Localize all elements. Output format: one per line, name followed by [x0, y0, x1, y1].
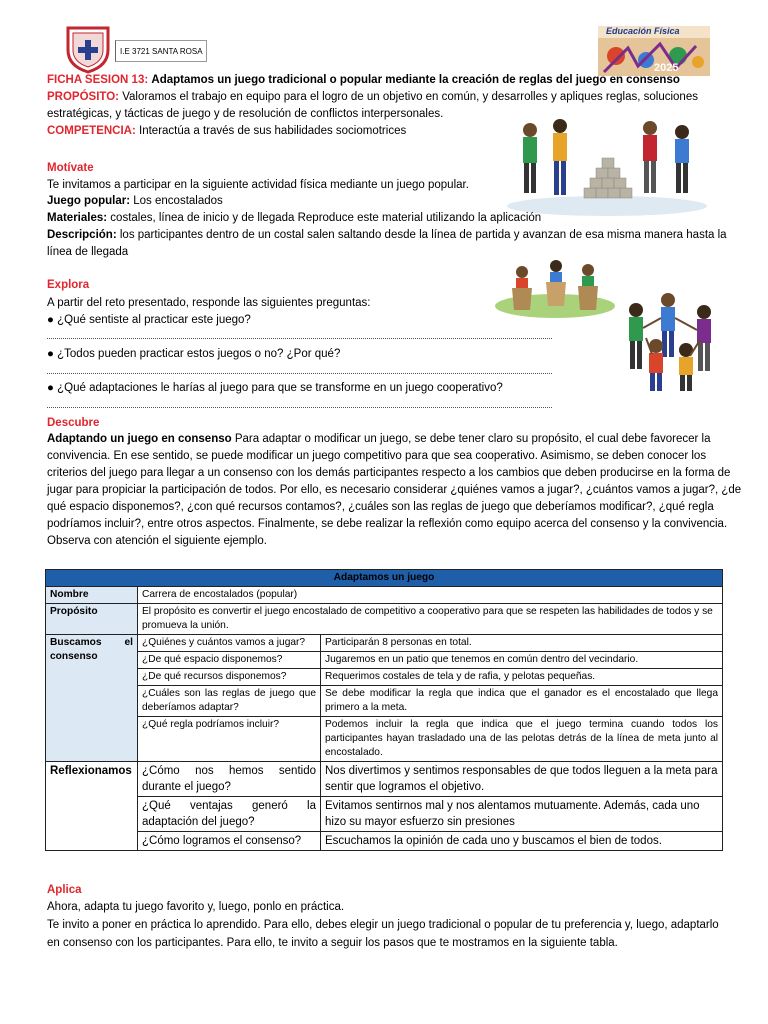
adaptamos-juego-table: [45, 569, 723, 851]
kids-circle-illustration: [616, 288, 728, 394]
explora-intro: A partir del reto presentado, responde las siguientes preguntas:: [47, 297, 371, 309]
motivate-intro: Te invitamos a participar en la siguiente actividad física mediante un juego popular.: [47, 179, 469, 191]
table-row-nombre: [46, 587, 723, 604]
answer-line-3[interactable]: [47, 407, 552, 408]
competencia-label: COMPETENCIA:: [47, 125, 136, 137]
reflexion-answer: Nos divertimos y sentimos responsables de que todos lleguen a la meta para sentir que logramos el objetivo.: [321, 762, 723, 797]
descripcion-value: los participantes dentro de un costal salen saltando desde la línea de partida y avanzan de esa misma manera hasta la: [119, 229, 727, 241]
proposito-label: PROPÓSITO:: [47, 91, 119, 103]
table-row: [46, 635, 723, 652]
descubre-line-1-text: Para adaptar o modificar un juego, se debe tener claro su propósito, el cual debe favorecer la: [234, 433, 711, 445]
descripcion-line-2: línea de llegada: [47, 246, 129, 258]
consenso-answer: Se debe modificar la regla que indica que el ganador es el encostalado que llega primero a la meta.: [321, 686, 723, 717]
consenso-question: ¿Qué regla podríamos incluir?: [138, 717, 321, 762]
school-crest: [64, 24, 112, 74]
descripcion-line: [47, 227, 727, 244]
explora-question-2: ● ¿Todos pueden practicar estos juegos o no? ¿Por qué?: [47, 348, 341, 360]
consenso-question: ¿De qué recursos disponemos?: [138, 669, 321, 686]
table-row: [46, 797, 723, 832]
consenso-answer: Requerimos costales de tela y de rafia, y pelotas pequeñas.: [321, 669, 723, 686]
table-row: [46, 652, 723, 669]
table-row: [46, 717, 723, 762]
consenso-question: ¿De qué espacio disponemos?: [138, 652, 321, 669]
table-row-proposito: [46, 604, 723, 635]
juego-popular-line: [47, 193, 223, 210]
motivate-heading: Motívate: [47, 162, 94, 174]
aplica-heading: Aplica: [47, 884, 82, 896]
reflexion-question: ¿Cómo nos hemos sentido durante el juego?: [138, 762, 321, 797]
descubre-paragraph-line-4: jugar para propiciar la participación de todos. Por ello, es necesario considerar ¿quiénes vamos a jugar?, ¿cuántos vamos a jugar?, ¿de: [47, 484, 742, 496]
nombre-value: Carrera de encostalados (popular): [138, 587, 723, 604]
explora-question-1: ● ¿Qué sentiste al practicar este juego?: [47, 314, 251, 326]
aplica-line-3: en consenso con los participantes. Para ello, te invito a seguir los pasos que te mostramos en la siguiente tabla.: [47, 937, 618, 949]
sack-race-illustration: [494, 252, 616, 318]
badge-year: 2025: [654, 62, 679, 74]
reflexion-answer: Escuchamos la opinión de cada uno y buscamos el bien de todos.: [321, 832, 723, 851]
table-row: [46, 762, 723, 797]
reflexion-answer: Evitamos sentirnos mal y nos alentamos mutuamente. Además, cada uno hizo su mayor esfuerzo sin presiones: [321, 797, 723, 832]
physical-education-badge: [598, 26, 710, 76]
materiales-label: Materiales:: [47, 212, 108, 224]
juego-popular-value: Los encostalados: [133, 195, 223, 207]
descubre-paragraph-line-1: [47, 431, 723, 448]
table-row: [46, 669, 723, 686]
reflexion-question: ¿Qué ventajas generó la adaptación del juego?: [138, 797, 321, 832]
proposito-line-1: [47, 89, 727, 106]
aplica-line-2: Te invito a poner en práctica lo aprendido. Para ello, debes elegir un juego tradicional o popular de tu preferencia y, luego, adaptarlo: [47, 919, 719, 931]
materiales-value: costales, línea de inicio y de llegada Reproduce este material utilizando la aplicación: [110, 212, 542, 224]
proposito-line-2: estratégicas, y tácticas de juego y de resolución de conflictos interpersonales.: [47, 108, 444, 120]
descubre-paragraph-line-5: qué espacio disponemos?, ¿con qué recursos contamos?, ¿cuáles son las reglas de juego que deberíamos modificar?, ¿qué regla: [47, 501, 714, 513]
descubre-bold-lead: Adaptando un juego en consenso: [47, 433, 232, 445]
proposito-table-value: El propósito es convertir el juego encostalado de competitivo a cooperativo para que se respeten las habilidades de todos y se promueva la unión.: [138, 604, 723, 635]
descubre-paragraph-line-3: criterios del juego para llegar a un consenso con los demás participantes respecto a los cambios que deben producirse en la forma de: [47, 467, 731, 479]
proposito-table-label: Propósito: [46, 604, 138, 635]
table-row: [46, 686, 723, 717]
nombre-label: Nombre: [46, 587, 138, 604]
ficha-title-line: [47, 72, 727, 89]
team-illustration: [500, 110, 714, 218]
descubre-paragraph-line-6: podríamos incluir?, entre otros aspectos. Finalmente, se debe realizar la reflexión como equipo acerca del consenso y la convivencia.: [47, 518, 728, 530]
consenso-answer: Podemos incluir la regla que indica que el juego termina cuando todos los participantes hayan trasladado una de las pelotas detrás de la línea de meta junto al encostalado.: [321, 717, 723, 762]
competencia-line: [47, 123, 406, 140]
consenso-question: ¿Cuáles son las reglas de juego que deberíamos adaptar?: [138, 686, 321, 717]
reflexion-label: Reflexionamos: [46, 762, 138, 851]
consenso-answer: Participarán 8 personas en total.: [321, 635, 723, 652]
table-row: [46, 832, 723, 851]
consenso-label: Buscamos el consenso: [46, 635, 138, 762]
answer-line-1[interactable]: [47, 338, 552, 339]
badge-title: Educación Física: [606, 26, 680, 36]
descripcion-label: Descripción:: [47, 229, 117, 241]
table-header-row: [46, 570, 723, 587]
table-title: Adaptamos un juego: [46, 570, 723, 587]
consenso-answer: Jugaremos en un patio que tenemos en común dentro del vecindario.: [321, 652, 723, 669]
descubre-paragraph-line-2: convivencia. En ese sentido, se puede modificar un juego competitivo para que sea cooperativo. Asimismo, se deben conocer los: [47, 450, 707, 462]
materiales-line: [47, 210, 541, 227]
consenso-question: ¿Quiénes y cuántos vamos a jugar?: [138, 635, 321, 652]
ficha-title-text: Adaptamos un juego tradicional o popular mediante la creación de reglas del juego en consenso: [151, 74, 680, 86]
juego-popular-label: Juego popular:: [47, 195, 131, 207]
competencia-text: Interactúa a través de sus habilidades sociomotrices: [139, 125, 407, 137]
aplica-line-1: Ahora, adapta tu juego favorito y, luego, ponlo en práctica.: [47, 901, 345, 913]
descubre-heading: Descubre: [47, 417, 100, 429]
descubre-paragraph-line-7: Observa con atención el siguiente ejemplo.: [47, 535, 267, 547]
reflexion-question: ¿Cómo logramos el consenso?: [138, 832, 321, 851]
explora-question-3: ● ¿Qué adaptaciones le harías al juego para que se transforme en un juego cooperativo?: [47, 382, 503, 394]
proposito-text: Valoramos el trabajo en equipo para el logro de un objetivo en común, y desarrolles y apliques reglas, soluciones: [122, 91, 698, 103]
explora-heading: Explora: [47, 279, 90, 291]
answer-line-2[interactable]: [47, 373, 552, 374]
school-name-box: [115, 40, 207, 62]
school-name: I.E 3721 SANTA ROSA: [120, 47, 203, 56]
ficha-title-label: FICHA SESION 13:: [47, 74, 149, 86]
